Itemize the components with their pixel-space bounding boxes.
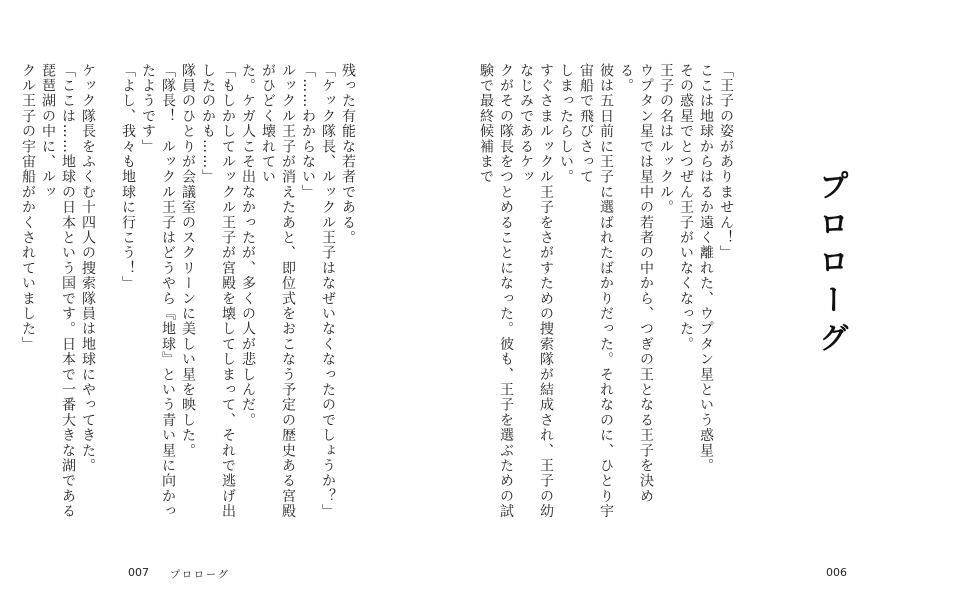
text-line: ケック隊長をふくむ十四人の捜索隊員は地球にやってきた。	[80, 63, 96, 474]
text-line: 「よし、我々も地球に行こう！」	[120, 63, 136, 291]
text-line: た。ケガ人こそ出なかったが、多くの人が悲しんだ。	[240, 63, 256, 428]
text-line: 「ケック隊長、ルックル王子はなぜいなくなったのでしょうか？」	[320, 63, 336, 519]
text-line: すぐさまルックル王子をさがすための捜索隊が結成され、王子の幼なじみであるケッ	[518, 63, 554, 519]
text-line: 「ここは……地球の日本という国です。日本で一番大きな湖である琵琶湖の中に、ルッ	[40, 63, 76, 519]
text-line: ここは地球からはるか遠く離れた、ウプタン星という惑星。	[698, 63, 714, 474]
text-line: 「もしかしてルックル王子が宮殿を壊してしまって、それで逃げ出したのかも……」	[200, 63, 236, 519]
text-line: クがその隊長をつとめることになった。彼も、王子を選ぶための試験で最終候補まで	[478, 63, 514, 519]
page-number-right: 006	[826, 566, 847, 579]
page-number-left: 007	[128, 566, 149, 579]
text-line: ウプタン星では星中の若者の中から、つぎの王となる王子を決める。	[618, 63, 654, 504]
text-line: 残った有能な若者である。	[340, 63, 356, 246]
left-page-text	[18, 63, 358, 523]
text-line: しまったらしい。	[558, 63, 574, 185]
text-line: 彼は五日前に王子に選ばれたばかりだった。それなのに、ひとり宇宙船で飛びさって	[578, 63, 614, 519]
right-page-text	[476, 63, 736, 523]
text-line: クル王子の宇宙船がかくされていました」	[20, 63, 36, 352]
text-line: 「隊長！ ルックル王子はどうやら『地球』という青い星に向かったようです」	[140, 63, 176, 519]
blank-line	[98, 63, 118, 523]
text-line: 「……わからない」	[300, 63, 316, 200]
chapter-title: プロローグ	[813, 170, 848, 360]
text-line: 「王子の姿がありません！」	[718, 63, 734, 261]
text-line: 王子の名はルックル。	[658, 63, 674, 215]
running-head: プロローグ	[170, 570, 230, 581]
text-line: その惑星でとつぜん王子がいなくなった。	[678, 63, 694, 352]
text-line: ルックル王子が消えたあと、即位式をおこなう予定の歴史ある宮殿がひどく壊れてい	[260, 63, 296, 519]
text-line: 隊員のひとりが会議室のスクリーンに美しい星を映した。	[180, 63, 196, 459]
